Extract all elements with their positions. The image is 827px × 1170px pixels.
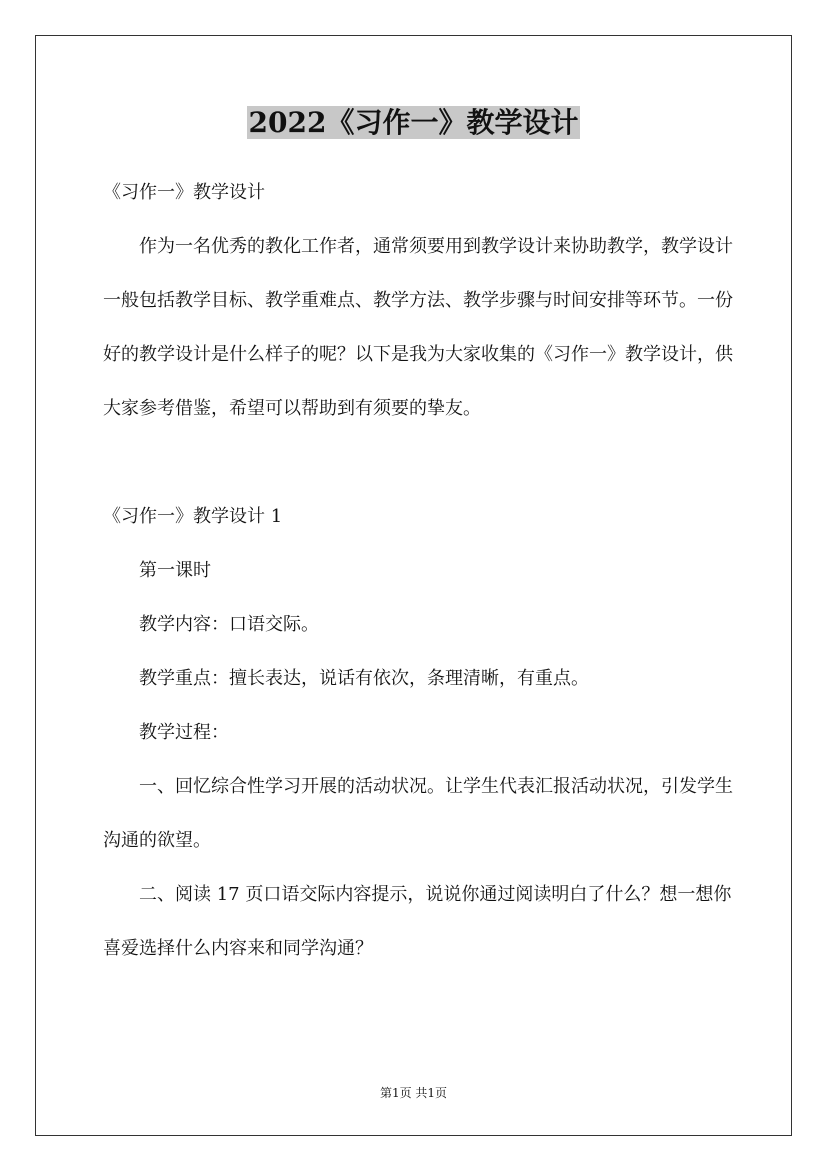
intro-paragraph: 作为一名优秀的教化工作者，通常须要用到教学设计来协助教学，教学设计一般包括教学目标、教学重难点、教学方法、教学步骤与时间安排等环节。一份好的教学设计是什么样子的呢？以下是我为大家收集的《习作一》教学设计，供大家参考借鉴，希望可以帮助到有须要的挚友。 (103, 236, 733, 419)
teaching-focus: 教学重点：擅长表达，说话有依次，条理清晰，有重点。 (139, 668, 589, 689)
document-title (0, 103, 827, 143)
document-body (103, 166, 733, 976)
blank-line (103, 436, 733, 490)
page-footer: 第1页 共1页 (379, 1086, 448, 1100)
process-step-1: 一、回忆综合性学习开展的活动状况。让学生代表汇报活动状况，引发学生沟通的欲望。 (103, 776, 733, 851)
section-heading: 《习作一》教学设计 1 (103, 506, 283, 527)
document-title-text: 2022《习作一》教学设计 (248, 106, 579, 139)
process-step-2: 二、阅读 17 页口语交际内容提示，说说你通过阅读明白了什么？想一想你喜爱选择什么内容来和同学沟通？ (103, 884, 732, 959)
teaching-process-label: 教学过程： (139, 722, 229, 743)
lesson-label: 第一课时 (139, 560, 211, 581)
intro-heading: 《习作一》教学设计 (103, 182, 265, 203)
teaching-content: 教学内容：口语交际。 (139, 614, 319, 635)
